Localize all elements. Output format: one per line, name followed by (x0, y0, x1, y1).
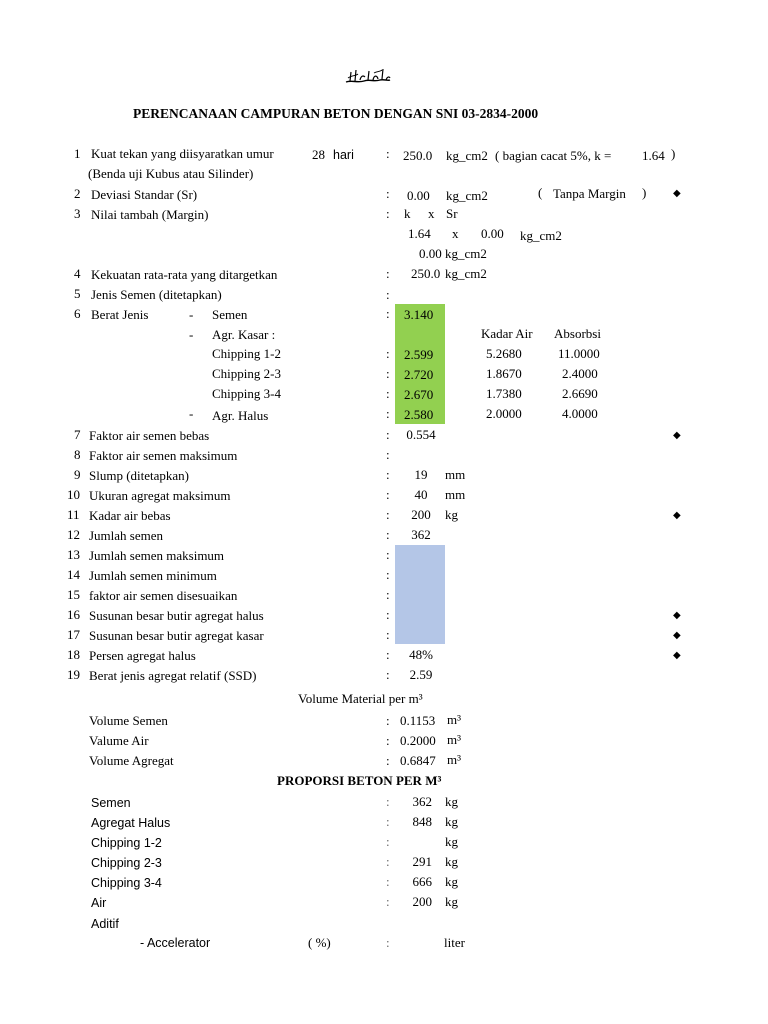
row-2-label: Deviasi Standar (Sr) (91, 187, 198, 202)
row-1-umur: 28 (312, 147, 325, 162)
row-17-mark: ◆ (673, 630, 681, 641)
row-19-value[interactable]: 2.59 (409, 667, 433, 682)
row-5-colon: : (386, 287, 390, 302)
proporsi-section-title: PROPORSI BETON PER M³ (277, 773, 442, 788)
chipping-3-4-colon: : (386, 386, 390, 401)
volume-row-value: 0.6847 (400, 753, 436, 768)
row-15-number: 15 (67, 587, 80, 602)
proporsi-row-unit: kg (445, 834, 458, 849)
row-11-value[interactable]: 200 (411, 507, 431, 522)
row-4-colon: : (386, 266, 390, 281)
chipping-3-4-kadar: 1.7380 (486, 386, 522, 401)
row-16-label: Susunan besar butir agregat halus (89, 608, 264, 623)
row-3-sr-value: 0.00 (481, 226, 504, 241)
proporsi-row-colon: : (386, 894, 390, 909)
volume-row-unit: m³ (447, 752, 462, 767)
row-7-mark: ◆ (673, 430, 681, 441)
row-1-sub: (Benda uji Kubus atau Silinder) (88, 166, 254, 181)
row-3-number: 3 (74, 206, 81, 221)
row-14-number: 14 (67, 567, 80, 582)
chipping-2-3-kadar: 1.8670 (486, 366, 522, 381)
volume-row-value: 0.1153 (400, 713, 436, 728)
row-12-value[interactable]: 362 (411, 527, 431, 542)
row-4-value: 250.0 (411, 266, 441, 281)
chipping-3-4-absorbsi: 2.6690 (562, 386, 598, 401)
proporsi-row-unit: kg (445, 794, 458, 809)
row-1-label: Kuat tekan yang diisyaratkan umur (91, 146, 274, 161)
row-9-number: 9 (74, 467, 81, 482)
semen-label: Semen (212, 307, 248, 322)
row-1-value: 250.0 (403, 148, 433, 163)
chipping-2-3-label: Chipping 2-3 (212, 366, 281, 381)
row-13-colon: : (386, 547, 390, 562)
row-2-colon: : (386, 186, 390, 201)
row-9-label: Slump (ditetapkan) (89, 468, 190, 483)
row-18-value[interactable]: 48% (409, 647, 433, 662)
semen-value[interactable]: 3.140 (404, 307, 434, 322)
chipping-3-4-label: Chipping 3-4 (212, 386, 281, 401)
row-12-number: 12 (67, 527, 80, 542)
row-16-colon: : (386, 607, 390, 622)
row-9-value[interactable]: 19 (414, 467, 428, 482)
row-16-mark: ◆ (673, 610, 681, 621)
halus-colon: : (386, 406, 390, 421)
proporsi-row-colon: : (386, 874, 390, 889)
row-5-label: Jenis Semen (ditetapkan) (91, 287, 222, 302)
volume-section-title: Volume Material per m³ (298, 691, 423, 706)
semen-colon: : (386, 306, 390, 321)
chipping-2-3-value[interactable]: 2.720 (404, 367, 434, 382)
row-7-number: 7 (74, 427, 81, 442)
row-3-colon: : (386, 206, 390, 221)
row-10-label: Ukuran agregat maksimum (89, 488, 231, 503)
row-15-label: faktor air semen disesuaikan (89, 588, 238, 603)
proporsi-row-value: 291 (412, 854, 432, 869)
kadar-air-header: Kadar Air (481, 326, 533, 341)
row-4-label: Kekuatan rata-rata yang ditargetkan (91, 267, 278, 282)
proporsi-row-label: Agregat Halus (91, 816, 171, 830)
accelerator-colon: : (386, 935, 390, 950)
halus-dash: - (189, 406, 194, 421)
row-5-number: 5 (74, 286, 81, 301)
proporsi-row-label: Chipping 3-4 (91, 876, 162, 890)
proporsi-row-value: 666 (412, 874, 432, 889)
row-2-close: ) (642, 185, 647, 200)
volume-row-colon: : (386, 733, 390, 748)
volume-row-colon: : (386, 713, 390, 728)
row-18-colon: : (386, 647, 390, 662)
row-1-note: ( bagian cacat 5%, k = (495, 148, 612, 163)
row-10-number: 10 (67, 487, 80, 502)
chipping-1-2-label: Chipping 1-2 (212, 346, 281, 361)
row-9-unit: mm (445, 467, 466, 482)
semen-dash: - (189, 307, 194, 322)
row-16-number: 16 (67, 607, 80, 622)
row-17-colon: : (386, 627, 390, 642)
accelerator-label: - Accelerator (140, 936, 211, 950)
kasar-label: Agr. Kasar : (212, 327, 276, 342)
row-11-colon: : (386, 507, 390, 522)
chipping-1-2-colon: : (386, 346, 390, 361)
kasar-dash: - (189, 327, 194, 342)
chipping-3-4-value[interactable]: 2.670 (404, 387, 434, 402)
row-3-k-value: 1.64 (408, 226, 431, 241)
volume-row-colon: : (386, 753, 390, 768)
proporsi-row-colon: : (386, 834, 390, 849)
absorbsi-header: Absorbsi (554, 326, 601, 341)
row-11-number: 11 (67, 507, 80, 522)
proporsi-row-label: Chipping 1-2 (91, 836, 162, 850)
chipping-2-3-absorbsi: 2.4000 (562, 366, 598, 381)
accelerator-percent: ( %) (308, 935, 331, 950)
proporsi-row-unit: kg (445, 854, 458, 869)
row-9-colon: : (386, 467, 390, 482)
row-18-label: Persen agregat halus (89, 648, 196, 663)
row-11-mark: ◆ (673, 510, 681, 521)
row-1-unit: kg_cm2 (446, 148, 488, 163)
row-10-unit: mm (445, 487, 466, 502)
row-2-unit: kg_cm2 (446, 188, 488, 203)
volume-row-unit: m³ (447, 712, 462, 727)
row-3-result-unit: kg_cm2 (445, 246, 487, 261)
row-1-hari: hari (333, 148, 354, 162)
row-10-colon: : (386, 487, 390, 502)
page-title: PERENCANAAN CAMPURAN BETON DENGAN SNI 03-2834-2000 (133, 106, 539, 121)
proporsi-row-unit: kg (445, 894, 458, 909)
proporsi-row-colon: : (386, 794, 390, 809)
row-3-unit: kg_cm2 (520, 228, 562, 243)
row-14-label: Jumlah semen minimum (89, 568, 217, 583)
row-19-number: 19 (67, 667, 80, 682)
chipping-2-3-colon: : (386, 366, 390, 381)
row-6-label: Berat Jenis (91, 307, 149, 322)
row-17-number: 17 (67, 627, 80, 642)
row-3-result: 0.00 (419, 246, 442, 261)
row-3-x2: x (452, 226, 459, 241)
row-2-open: ( (538, 185, 543, 200)
proporsi-row-label: Air (91, 896, 107, 910)
row-11-unit: kg (445, 507, 458, 522)
proporsi-row-label: Semen (91, 796, 131, 810)
row-19-colon: : (386, 667, 390, 682)
row-3-k: k (404, 206, 411, 221)
basmala-calligraphy-icon (344, 66, 392, 86)
row-1-k-value: 1.64 (642, 148, 665, 163)
row-1-number: 1 (74, 146, 81, 161)
row-2-note: Tanpa Margin (553, 186, 626, 201)
row-12-colon: : (386, 527, 390, 542)
row-1-close: ) (671, 146, 676, 161)
volume-row-label: Volume Semen (89, 713, 168, 728)
proporsi-row-value: 200 (412, 894, 432, 909)
volume-row-label: Valume Air (89, 733, 149, 748)
row-10-value[interactable]: 40 (414, 487, 428, 502)
chipping-1-2-absorbsi: 11.0000 (558, 346, 600, 361)
halus-label: Agr. Halus (212, 408, 269, 423)
row-18-mark: ◆ (673, 650, 681, 661)
chipping-1-2-value[interactable]: 2.599 (404, 347, 434, 362)
row-13-number: 13 (67, 547, 80, 562)
proporsi-row-unit: kg (445, 814, 458, 829)
proporsi-row-value: 362 (412, 794, 432, 809)
halus-value[interactable]: 2.580 (404, 407, 434, 422)
proporsi-row-colon: : (386, 854, 390, 869)
proporsi-row-unit: kg (445, 874, 458, 889)
row-7-colon: : (386, 427, 390, 442)
semen-adjust-input-cells[interactable] (395, 545, 445, 644)
row-15-colon: : (386, 587, 390, 602)
row-2-mark: ◆ (673, 188, 681, 199)
halus-absorbsi: 4.0000 (562, 406, 598, 421)
row-14-colon: : (386, 567, 390, 582)
row-3-sr: Sr (446, 206, 458, 221)
row-8-colon: : (386, 447, 390, 462)
row-2-value: 0.00 (407, 188, 430, 203)
row-7-label: Faktor air semen bebas (89, 428, 210, 443)
row-8-number: 8 (74, 447, 81, 462)
row-11-label: Kadar air bebas (89, 508, 171, 523)
row-3-x: x (428, 206, 435, 221)
proporsi-row-label: Chipping 2-3 (91, 856, 162, 870)
accelerator-unit: liter (444, 935, 465, 950)
row-4-number: 4 (74, 266, 81, 281)
row-6-number: 6 (74, 306, 81, 321)
row-12-label: Jumlah semen (89, 528, 164, 543)
row-1-colon: : (386, 146, 390, 161)
proporsi-row-colon: : (386, 814, 390, 829)
row-8-label: Faktor air semen maksimum (89, 448, 238, 463)
halus-kadar: 2.0000 (486, 406, 522, 421)
row-2-number: 2 (74, 186, 81, 201)
row-13-label: Jumlah semen maksimum (89, 548, 225, 563)
row-3-label: Nilai tambah (Margin) (91, 207, 209, 222)
aditif-label: Aditif (91, 917, 119, 931)
row-18-number: 18 (67, 647, 80, 662)
volume-row-unit: m³ (447, 732, 462, 747)
volume-row-value: 0.2000 (400, 733, 436, 748)
row-4-unit: kg_cm2 (445, 266, 487, 281)
chipping-1-2-kadar: 5.2680 (486, 346, 522, 361)
proporsi-row-value: 848 (412, 814, 432, 829)
row-7-value[interactable]: 0.554 (406, 427, 436, 442)
row-19-label: Berat jenis agregat relatif (SSD) (89, 668, 257, 683)
row-17-label: Susunan besar butir agregat kasar (89, 628, 264, 643)
volume-row-label: Volume Agregat (89, 753, 174, 768)
